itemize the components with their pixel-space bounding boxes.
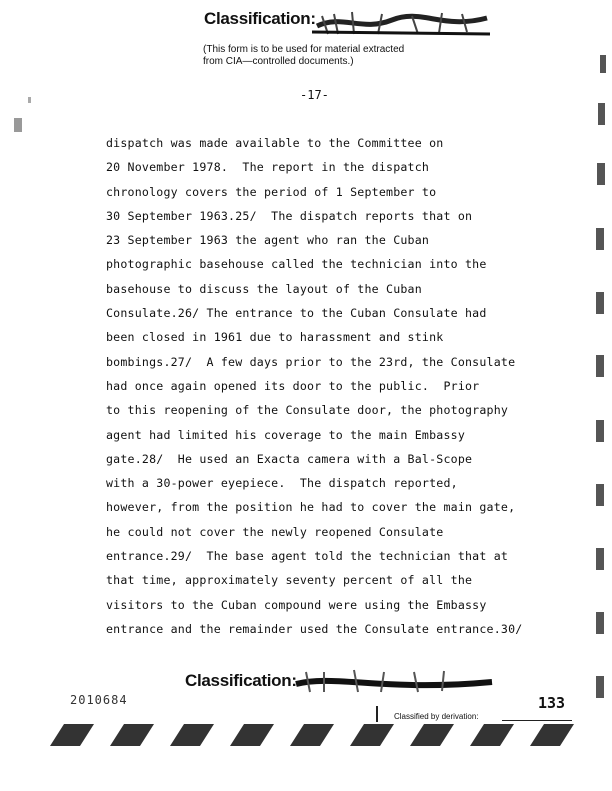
right-edge-mark — [596, 676, 604, 698]
body-text-line: 30 September 1963.25/ The dispatch reports that on — [106, 208, 473, 223]
body-text-line: 23 September 1963 the agent who ran the Cuban — [106, 233, 430, 248]
body-text-line: that time, approximately seventy percent of all the — [106, 573, 473, 588]
document-id: 2010684 — [70, 693, 128, 707]
header-note-line-2: from CIA—controlled documents.) — [203, 56, 354, 67]
body-text-line: basehouse to discuss the layout of the Cuban — [106, 281, 422, 296]
body-text-line: visitors to the Cuban compound were using the Embassy — [106, 597, 487, 612]
right-edge-mark — [596, 292, 604, 314]
classified-by-derivation-label: Classified by derivation: — [394, 712, 479, 721]
body-text-line: dispatch was made available to the Committee on — [106, 136, 444, 150]
right-edge-mark — [597, 163, 605, 185]
right-edge-mark — [596, 355, 604, 377]
right-edge-mark — [596, 548, 604, 570]
page-marker: -17- — [300, 88, 329, 102]
header-form-note — [203, 44, 404, 68]
body-text-line: bombings.27/ A few days prior to the 23rd, the Consulate — [106, 354, 516, 369]
right-edge-mark — [596, 612, 604, 634]
body-text-line: had once again opened its door to the public. Prior — [106, 378, 480, 393]
left-edge-speck — [28, 97, 31, 103]
body-text-line: been closed in 1961 due to harassment and stink — [106, 330, 444, 345]
footer-classification-label: Classification: — [185, 671, 297, 690]
header-classification-label: Classification: — [204, 9, 316, 28]
header-classification-redaction — [312, 4, 492, 40]
page-stamp-number: 133 — [538, 694, 566, 712]
header-note-line-1: (This form is to be used for material extracted — [203, 44, 405, 55]
right-edge-mark — [598, 103, 605, 125]
body-text-line: with a 30-power eyepiece. The dispatch reported, — [106, 476, 458, 491]
body-text-line: agent had limited his coverage to the main Embassy — [106, 427, 466, 442]
body-text-line: chronology covers the period of 1 September to — [106, 184, 437, 199]
body-text-line: photographic basehouse called the technician into the — [106, 257, 487, 272]
right-edge-mark — [596, 228, 604, 250]
right-edge-mark — [596, 420, 604, 442]
document-body — [106, 131, 546, 641]
body-text-line: entrance.29/ The base agent told the technician that at — [106, 549, 509, 564]
body-text-line: he could not cover the newly reopened Consulate — [106, 524, 444, 539]
footer-classification-redaction — [294, 666, 494, 696]
body-text-line: Consulate.26/ The entrance to the Cuban Consulate had — [106, 306, 487, 321]
body-text-line: to this reopening of the Consulate door, the photography — [106, 403, 509, 418]
body-text-line: however, from the position he had to cover the main gate, — [106, 500, 516, 515]
body-text-line: entrance and the remainder used the Consulate entrance.30/ — [106, 621, 523, 636]
body-text-line: 20 November 1978. The report in the dispatch — [106, 160, 430, 175]
right-edge-mark — [596, 484, 604, 506]
body-text-line: gate.28/ He used an Exacta camera with a Bal-Scope — [106, 451, 473, 466]
form-bottom-border-pattern — [50, 720, 590, 750]
right-edge-mark — [600, 55, 606, 73]
left-edge-speck — [14, 118, 22, 132]
